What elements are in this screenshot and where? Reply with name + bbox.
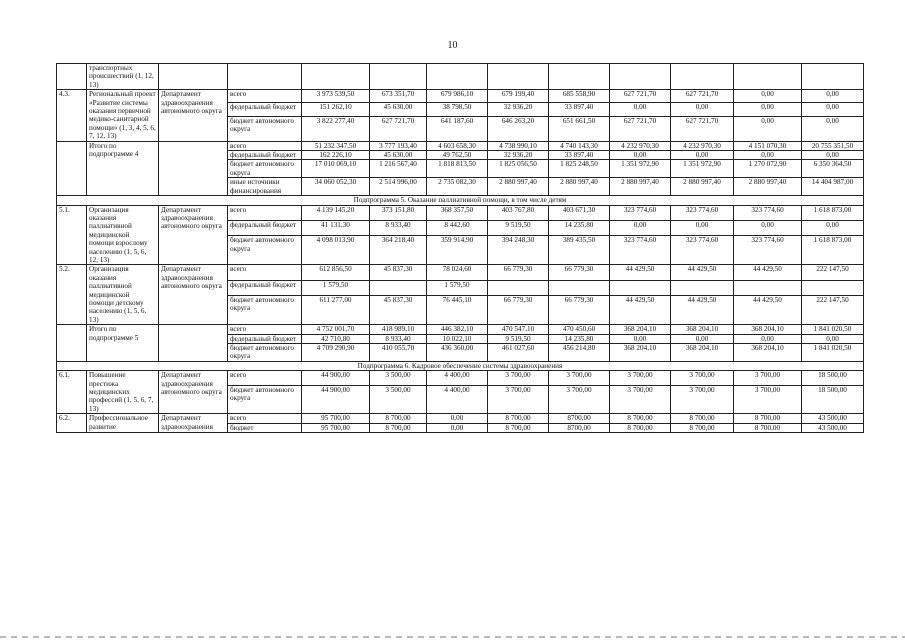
- funding-source: бюджет автономного округа: [228, 296, 302, 325]
- funding-source: иные источники финансирования: [228, 178, 302, 196]
- amount-cell: 0,00: [734, 151, 802, 160]
- amount-cell: [734, 280, 802, 295]
- amount-cell: 8700,00: [549, 414, 610, 423]
- amount-cell: 0,00: [671, 334, 734, 343]
- amount-cell: 0,00: [802, 103, 864, 116]
- amount-cell: 0,00: [802, 90, 864, 103]
- amount-cell: 51 232 347,50: [302, 141, 370, 150]
- amount-cell: [802, 280, 864, 295]
- amount-cell: 17 010 069,10: [302, 160, 370, 178]
- amount-cell: 323 774,60: [734, 236, 802, 265]
- amount-cell: 8 933,40: [370, 220, 427, 235]
- responsible-executor: [159, 325, 228, 362]
- amount-cell: 0,00: [734, 334, 802, 343]
- responsible-executor: Департамент здравоохранения автономного округа: [159, 265, 228, 325]
- amount-cell: 368 204,10: [671, 344, 734, 362]
- amount-cell: 418 989,10: [370, 325, 427, 334]
- funding-source: бюджет автономного округа: [228, 116, 302, 141]
- amount-cell: 0,00: [671, 103, 734, 116]
- amount-cell: 33 897,40: [549, 151, 610, 160]
- amount-cell: 222 147,50: [802, 265, 864, 280]
- amount-cell: 0,00: [610, 151, 671, 160]
- amount-cell: 2 880 997,40: [734, 178, 802, 196]
- amount-cell: 8700,00: [549, 423, 610, 432]
- amount-cell: 0,00: [734, 220, 802, 235]
- amount-cell: 0,00: [610, 220, 671, 235]
- measure-name: Профессиональное развитие: [87, 414, 159, 433]
- amount-cell: 470 450,60: [549, 325, 610, 334]
- amount-cell: 0,00: [734, 103, 802, 116]
- amount-cell: 8 700,00: [370, 423, 427, 432]
- amount-cell: 3 700,00: [610, 386, 671, 414]
- amount-cell: 627 721,70: [671, 116, 734, 141]
- funding-source: всего: [228, 90, 302, 103]
- amount-cell: 8 700,00: [488, 423, 549, 432]
- funding-source: бюджет автономного округа: [228, 344, 302, 362]
- amount-cell: 66 779,30: [488, 265, 549, 280]
- amount-cell: 44 429,50: [734, 265, 802, 280]
- amount-cell: [302, 64, 370, 90]
- amount-cell: 0,00: [671, 220, 734, 235]
- amount-cell: 410 055,70: [370, 344, 427, 362]
- amount-cell: 2 514 996,00: [370, 178, 427, 196]
- subprogram-title: Подпрограмма 6. Кадровое обеспечение системы здравоохранения: [57, 361, 864, 370]
- amount-cell: 323 774,60: [671, 205, 734, 220]
- amount-cell: 44 429,50: [610, 265, 671, 280]
- amount-cell: 0,00: [802, 151, 864, 160]
- amount-cell: 627 721,70: [370, 116, 427, 141]
- amount-cell: [734, 64, 802, 90]
- amount-cell: 9 519,50: [488, 220, 549, 235]
- amount-cell: 14 235,80: [549, 220, 610, 235]
- amount-cell: 2 880 997,40: [549, 178, 610, 196]
- amount-cell: 1 825 248,50: [549, 160, 610, 178]
- amount-cell: [427, 64, 488, 90]
- amount-cell: 456 214,80: [549, 344, 610, 362]
- amount-cell: 1 579,50: [302, 280, 370, 295]
- amount-cell: 10 022,10: [427, 334, 488, 343]
- amount-cell: 323 774,60: [734, 205, 802, 220]
- amount-cell: 66 779,30: [488, 296, 549, 325]
- amount-cell: 4 400,00: [427, 371, 488, 386]
- amount-cell: 0,00: [427, 423, 488, 432]
- row-number: 6.2.: [57, 414, 87, 433]
- amount-cell: 95 700,00: [302, 414, 370, 423]
- amount-cell: 3 700,00: [734, 371, 802, 386]
- amount-cell: 2 880 997,40: [610, 178, 671, 196]
- measure-name: Организация оказания паллиативной медицинской помощи взрослому населению (1, 5, 6, 12, 13): [87, 205, 159, 265]
- subprogram-header-row: [57, 361, 864, 370]
- amount-cell: 44 429,50: [734, 296, 802, 325]
- amount-cell: 8 700,00: [610, 414, 671, 423]
- measure-name: Повышение престижа медицинских профессий (1, 5, 6, 7, 13): [87, 371, 159, 414]
- amount-cell: 3 700,00: [488, 386, 549, 414]
- amount-cell: 76 445,10: [427, 296, 488, 325]
- amount-cell: 461 027,60: [488, 344, 549, 362]
- amount-cell: [610, 280, 671, 295]
- row-number: 4.3.: [57, 90, 87, 141]
- amount-cell: 14 404 987,00: [802, 178, 864, 196]
- amount-cell: 3 700,00: [671, 371, 734, 386]
- amount-cell: [610, 64, 671, 90]
- amount-cell: 3 500,00: [370, 386, 427, 414]
- funding-source: федеральный бюджет: [228, 103, 302, 116]
- amount-cell: 8 933,40: [370, 334, 427, 343]
- amount-cell: 646 263,20: [488, 116, 549, 141]
- scan-edge-artifact: [0, 636, 905, 638]
- amount-cell: 4 740 143,30: [549, 141, 610, 150]
- amount-cell: 436 360,00: [427, 344, 488, 362]
- amount-cell: 403 671,30: [549, 205, 610, 220]
- amount-cell: 33 897,40: [549, 103, 610, 116]
- budget-table-body: [57, 64, 864, 433]
- amount-cell: 1 216 567,40: [370, 160, 427, 178]
- amount-cell: 8 700,00: [370, 414, 427, 423]
- amount-cell: 3 700,00: [549, 371, 610, 386]
- amount-cell: 359 914,90: [427, 236, 488, 265]
- table-row: [57, 265, 864, 280]
- amount-cell: 364 218,40: [370, 236, 427, 265]
- table-row: [57, 325, 864, 334]
- amount-cell: 45 837,30: [370, 265, 427, 280]
- amount-cell: 673 351,70: [370, 90, 427, 103]
- table-row: [57, 90, 864, 103]
- measure-name: Региональный проект «Развитие системы оказания первичной медико-санитарной помощи» (1, 3, 4, 5, 6, 7, 12, 13): [87, 90, 159, 141]
- amount-cell: 222 147,50: [802, 296, 864, 325]
- amount-cell: 612 856,50: [302, 265, 370, 280]
- amount-cell: 0,00: [610, 334, 671, 343]
- amount-cell: [488, 280, 549, 295]
- measure-name: Организация оказания паллиативной медицинской помощи детскому населению (1, 5, 6, 13): [87, 265, 159, 325]
- amount-cell: 4 232 970,30: [671, 141, 734, 150]
- amount-cell: [549, 280, 610, 295]
- funding-source: бюджет автономного округа: [228, 236, 302, 265]
- funding-source: бюджет автономного округа: [228, 386, 302, 414]
- amount-cell: 38 798,50: [427, 103, 488, 116]
- amount-cell: 1 618 873,00: [802, 236, 864, 265]
- amount-cell: 1 825 056,50: [488, 160, 549, 178]
- amount-cell: 2 735 082,30: [427, 178, 488, 196]
- funding-source: всего: [228, 325, 302, 334]
- amount-cell: 32 936,20: [488, 151, 549, 160]
- amount-cell: 323 774,60: [671, 236, 734, 265]
- table-row: [57, 141, 864, 150]
- amount-cell: 2 880 997,40: [671, 178, 734, 196]
- amount-cell: [549, 64, 610, 90]
- amount-cell: 4 139 145,20: [302, 205, 370, 220]
- amount-cell: 4 232 970,30: [610, 141, 671, 150]
- amount-cell: 3 700,00: [610, 371, 671, 386]
- amount-cell: 368 204,10: [610, 325, 671, 334]
- amount-cell: 8 700,00: [488, 414, 549, 423]
- amount-cell: 8 700,00: [734, 414, 802, 423]
- amount-cell: 627 721,70: [671, 90, 734, 103]
- amount-cell: 0,00: [734, 116, 802, 141]
- funding-source: федеральный бюджет: [228, 151, 302, 160]
- amount-cell: 0,00: [802, 116, 864, 141]
- amount-cell: 1 618 873,00: [802, 205, 864, 220]
- amount-cell: 1 841 020,50: [802, 325, 864, 334]
- amount-cell: 43 500,00: [802, 414, 864, 423]
- table-row: [57, 64, 864, 90]
- funding-source: бюджет: [228, 423, 302, 432]
- amount-cell: 34 060 052,30: [302, 178, 370, 196]
- measure-name: Итого по подпрограмме 5: [87, 325, 159, 362]
- funding-source: всего: [228, 205, 302, 220]
- subprogram-title: Подпрограмма 5. Оказание паллиативной помощи, в том числе детям: [57, 196, 864, 205]
- amount-cell: 679 199,40: [488, 90, 549, 103]
- funding-source: всего: [228, 265, 302, 280]
- amount-cell: 45 630,00: [370, 103, 427, 116]
- amount-cell: 18 500,00: [802, 371, 864, 386]
- amount-cell: 1 351 972,90: [610, 160, 671, 178]
- amount-cell: [370, 280, 427, 295]
- amount-cell: 9 519,50: [488, 334, 549, 343]
- amount-cell: 685 558,90: [549, 90, 610, 103]
- amount-cell: 389 435,50: [549, 236, 610, 265]
- amount-cell: [370, 64, 427, 90]
- amount-cell: 32 936,20: [488, 103, 549, 116]
- amount-cell: 2 880 997,40: [488, 178, 549, 196]
- amount-cell: 95 700,00: [302, 423, 370, 432]
- amount-cell: 641 187,60: [427, 116, 488, 141]
- subprogram-header-row: [57, 196, 864, 205]
- amount-cell: 1 841 020,50: [802, 344, 864, 362]
- row-number: 5.2.: [57, 265, 87, 325]
- amount-cell: 679 986,10: [427, 90, 488, 103]
- amount-cell: [488, 64, 549, 90]
- amount-cell: [802, 64, 864, 90]
- responsible-executor: Департамент здравоохранения автономного округа: [159, 90, 228, 141]
- row-number: [57, 325, 87, 362]
- amount-cell: [671, 64, 734, 90]
- measure-name: Итого по подпрограмме 4: [87, 141, 159, 195]
- funding-source: всего: [228, 414, 302, 423]
- funding-source: бюджет автономного округа: [228, 160, 302, 178]
- amount-cell: 627 721,70: [610, 90, 671, 103]
- funding-source: федеральный бюджет: [228, 220, 302, 235]
- amount-cell: 66 779,30: [549, 296, 610, 325]
- amount-cell: 368 357,50: [427, 205, 488, 220]
- amount-cell: 1 579,50: [427, 280, 488, 295]
- responsible-executor: [159, 64, 228, 90]
- amount-cell: 627 721,70: [610, 116, 671, 141]
- page-number: 10: [447, 40, 458, 51]
- amount-cell: 162 226,10: [302, 151, 370, 160]
- amount-cell: 1 351 972,90: [671, 160, 734, 178]
- amount-cell: 0,00: [802, 220, 864, 235]
- amount-cell: 394 248,30: [488, 236, 549, 265]
- amount-cell: 44 900,00: [302, 386, 370, 414]
- amount-cell: 3 700,00: [549, 386, 610, 414]
- amount-cell: 651 661,50: [549, 116, 610, 141]
- amount-cell: 4 738 990,10: [488, 141, 549, 150]
- measure-name: транспортных происшествий (1, 12, 13): [87, 64, 159, 90]
- amount-cell: 0,00: [802, 334, 864, 343]
- amount-cell: 4 603 658,30: [427, 141, 488, 150]
- amount-cell: 45 630,00: [370, 151, 427, 160]
- amount-cell: 0,00: [671, 151, 734, 160]
- amount-cell: 3 822 277,40: [302, 116, 370, 141]
- amount-cell: 368 204,10: [734, 325, 802, 334]
- amount-cell: 3 500,00: [370, 371, 427, 386]
- amount-cell: 44 429,50: [610, 296, 671, 325]
- amount-cell: 4 752 001,70: [302, 325, 370, 334]
- amount-cell: 41 131,30: [302, 220, 370, 235]
- amount-cell: 4 098 013,90: [302, 236, 370, 265]
- amount-cell: 44 429,50: [671, 296, 734, 325]
- row-number: [57, 64, 87, 90]
- amount-cell: 0,00: [427, 414, 488, 423]
- amount-cell: 49 762,50: [427, 151, 488, 160]
- amount-cell: 373 151,80: [370, 205, 427, 220]
- amount-cell: 66 779,30: [549, 265, 610, 280]
- amount-cell: 44 900,00: [302, 371, 370, 386]
- amount-cell: 368 204,10: [671, 325, 734, 334]
- amount-cell: 3 777 193,40: [370, 141, 427, 150]
- amount-cell: 6 350 364,50: [802, 160, 864, 178]
- amount-cell: 45 837,30: [370, 296, 427, 325]
- amount-cell: 368 204,10: [734, 344, 802, 362]
- amount-cell: 18 500,00: [802, 386, 864, 414]
- amount-cell: 1 270 072,90: [734, 160, 802, 178]
- amount-cell: 8 700,00: [671, 414, 734, 423]
- responsible-executor: [159, 141, 228, 195]
- amount-cell: 368 204,10: [610, 344, 671, 362]
- amount-cell: 3 700,00: [671, 386, 734, 414]
- funding-source: всего: [228, 141, 302, 150]
- amount-cell: 8 700,00: [610, 423, 671, 432]
- amount-cell: 8 700,00: [734, 423, 802, 432]
- amount-cell: 8 442,60: [427, 220, 488, 235]
- amount-cell: [671, 280, 734, 295]
- amount-cell: 14 235,80: [549, 334, 610, 343]
- amount-cell: 8 700,00: [671, 423, 734, 432]
- amount-cell: 403 767,80: [488, 205, 549, 220]
- responsible-executor: Департамент здравоохранения автономного округа: [159, 371, 228, 414]
- responsible-executor: Департамент здравоохранения автономного округа: [159, 205, 228, 265]
- amount-cell: 78 024,60: [427, 265, 488, 280]
- amount-cell: 611 277,00: [302, 296, 370, 325]
- amount-cell: 20 755 351,50: [802, 141, 864, 150]
- row-number: 6.1.: [57, 371, 87, 414]
- row-number: [57, 141, 87, 195]
- funding-source: федеральный бюджет: [228, 280, 302, 295]
- amount-cell: 0,00: [610, 103, 671, 116]
- table-row: [57, 205, 864, 220]
- budget-table: [56, 63, 864, 433]
- row-number: 5.1.: [57, 205, 87, 265]
- funding-source: [228, 64, 302, 90]
- amount-cell: 43 500,00: [802, 423, 864, 432]
- amount-cell: 470 547,10: [488, 325, 549, 334]
- amount-cell: 3 700,00: [488, 371, 549, 386]
- funding-source: всего: [228, 371, 302, 386]
- table-row: [57, 414, 864, 423]
- amount-cell: 3 973 539,50: [302, 90, 370, 103]
- amount-cell: 1 818 813,50: [427, 160, 488, 178]
- amount-cell: 4 151 070,30: [734, 141, 802, 150]
- funding-source: федеральный бюджет: [228, 334, 302, 343]
- amount-cell: 4 400,00: [427, 386, 488, 414]
- table-row: [57, 371, 864, 386]
- amount-cell: 0,00: [734, 90, 802, 103]
- amount-cell: 323 774,60: [610, 236, 671, 265]
- amount-cell: 323 774,60: [610, 205, 671, 220]
- amount-cell: 3 700,00: [734, 386, 802, 414]
- amount-cell: 151 262,10: [302, 103, 370, 116]
- amount-cell: 4 709 290,90: [302, 344, 370, 362]
- responsible-executor: Департамент здравоохранения: [159, 414, 228, 433]
- amount-cell: 446 382,10: [427, 325, 488, 334]
- amount-cell: 42 710,80: [302, 334, 370, 343]
- amount-cell: 44 429,50: [671, 265, 734, 280]
